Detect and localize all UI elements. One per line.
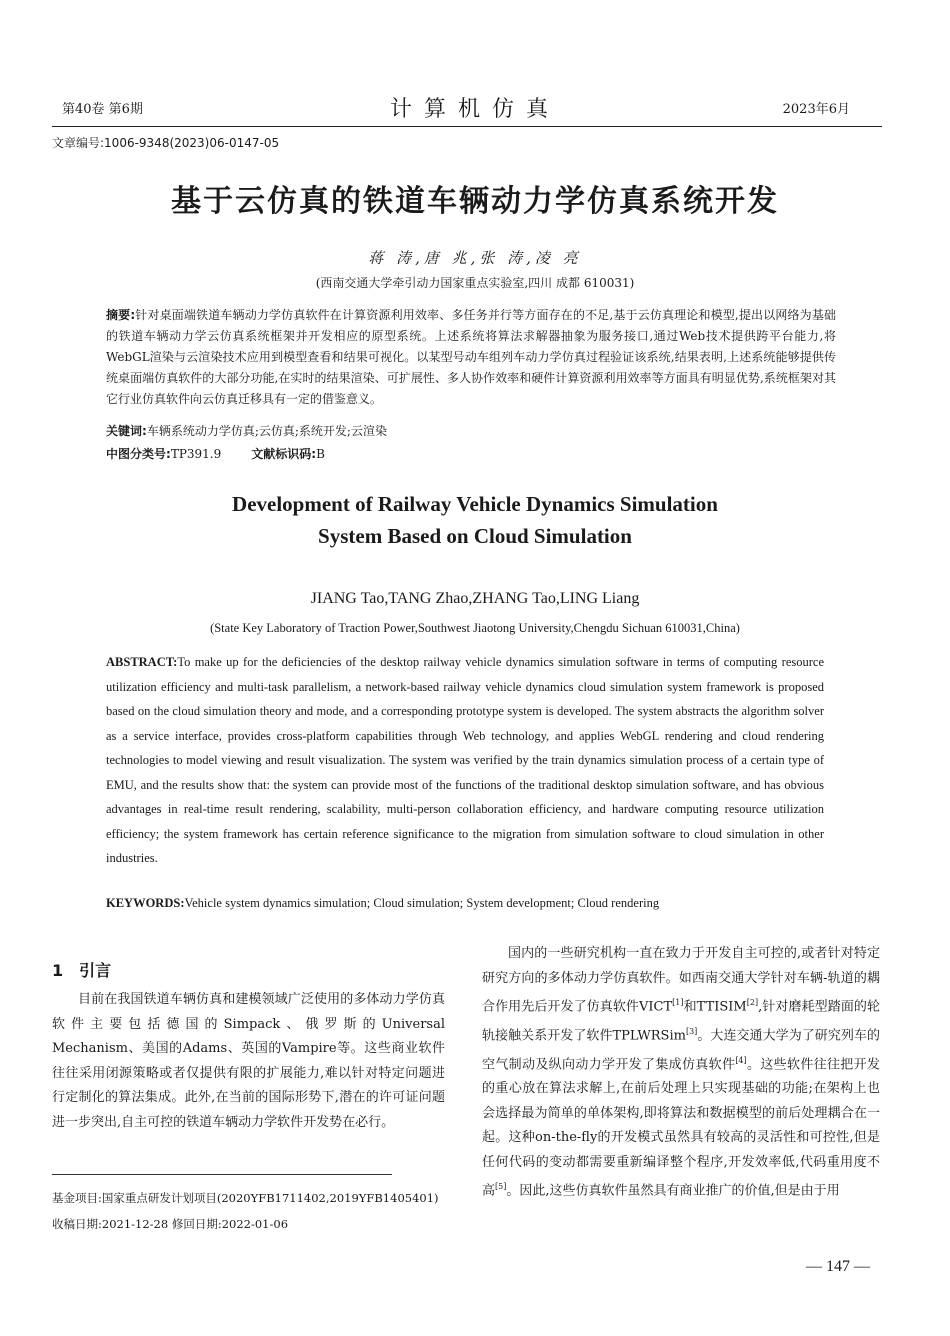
para2-text-e: 。这些软件往往把开发的重心放在算法求解上,在前后处理上只实现基础的功能;在架构上也会选择最为简单的单体架构,即将算法和数据模型的前后处理耦合在一起。这种on-the-fly的开发模式虽然具有较高的灵活性和可控性,但是任何代码的变动都需要重新编译整个程序,开发效率低,代码重用度不高 (482, 1056, 880, 1199)
right-column (482, 942, 880, 1204)
chinese-authors: 蒋 涛,唐 兆,张 涛,凌 亮 (368, 249, 582, 267)
doc-code-label: 文献标识码: (251, 447, 317, 461)
english-abstract-label: ABSTRACT: (106, 655, 178, 669)
journal-name: 计算机仿真 (389, 97, 560, 122)
para2-text-d: 。大连交通大学为了研究列车的空气制动及纵向动力学开发了集成仿真软件 (482, 1028, 880, 1072)
class-number-label: 中图分类号: (106, 447, 171, 461)
journal-volume-issue: 第40卷 第6期 (62, 102, 143, 117)
footnote-rule (52, 1174, 392, 1175)
para2-text-f: 。因此,这些仿真软件虽然具有商业推广的价值,但是由于用 (506, 1183, 840, 1199)
english-keywords (106, 896, 659, 911)
english-keywords-text: Vehicle system dynamics simulation; Cloud simulation; System development; Cloud rendering (184, 896, 660, 910)
section-number: 1 (52, 961, 64, 980)
class-number-value: TP391.9 (170, 447, 222, 461)
citation-1[interactable]: [1] (672, 998, 684, 1007)
intro-paragraph-2 (482, 942, 880, 1204)
chinese-abstract-label: 摘要: (106, 308, 136, 322)
citation-2[interactable]: [2] (746, 998, 759, 1007)
page-number: — 147 — (806, 1258, 870, 1275)
section-title: 引言 (79, 961, 112, 980)
journal-date: 2023年6月 (782, 102, 850, 117)
citation-3[interactable]: [3] (685, 1026, 698, 1036)
english-title-line-1: Development of Railway Vehicle Dynamics Simulation (232, 492, 718, 516)
chinese-abstract-text: 针对桌面端铁道车辆动力学仿真软件在计算资源利用效率、多任务并行等方面存在的不足,基于云仿真理论和模型,提出以网络为基础的铁道车辆动力学云仿真系统框架并开发相应的原型系统。上述系统将算法求解器抽象为服务接口,通过Web技术提供跨平台能力,将WebGL渲染与云渲染技术应用到模型查看和结果可视化。以某型号动车组列车动力学仿真过程验证该系统,结果表明,上述系统能够提供传统桌面端仿真软件的大部分功能,在实时的结果渲染、可扩展性、多人协作效率和硬件计算资源利用效率等方面具有明显优势,系统框架对其它行业仿真软件向云仿真迁移具有一定的借鉴意义。 (106, 308, 836, 406)
left-column (52, 988, 445, 1135)
classification-line (106, 445, 325, 462)
english-affiliation: (State Key Laboratory of Traction Power,Southwest Jiaotong University,Chengdu Sichuan 610031,China) (210, 621, 740, 635)
chinese-title: 基于云仿真的铁道车辆动力学仿真系统开发 (171, 184, 779, 219)
citation-5[interactable]: [5] (495, 1182, 507, 1192)
english-abstract-text: To make up for the deficiencies of the desktop railway vehicle dynamics simulation software in terms of computing resource utilization efficiency and multi-task parallelism, a network-based railway vehicle dynamics cloud simulation system framework is proposed based on the cloud simulation theory and mode, and a corresponding prototype system is developed. The system abstracts the algorithm solver as a service interface, provides cross-platform capabilities through Web technology, and applies WebGL rendering and cloud rendering technologies to model viewing and result visualization. The system was verified by the train dynamics simulation process of a certain type of EMU, and the results show that: the system can provide most of the functions of the traditional desktop simulation software, and has obvious advantages in real-time result rendering, scalability, multi-person collaboration efficiency, and hardware computing resource utilization efficiency; the system framework has certain reference significance to the migration from simulation software to cloud simulation in other industries. (106, 655, 824, 865)
intro-paragraph-1: 目前在我国铁道车辆仿真和建模领域广泛使用的多体动力学仿真软件主要包括德国的Simpack、俄罗斯的Universal Mechanism、美国的Adams、英国的Vampire等。这些商业软件往往采用闭源策略或者仅提供有限的扩展能力,难以针对特定问题进行定制化的算法集成。此外,在当前的国际形势下,潜在的许可证问题进一步突出,自主可控的铁道车辆动力学软件开发势在必行。 (52, 992, 445, 1130)
fund-note: 基金项目:国家重点研发计划项目(2020YFB1711402,2019YFB1405401) (52, 1191, 439, 1205)
chinese-keywords-text: 车辆系统动力学仿真;云仿真;系统开发;云渲染 (146, 424, 387, 438)
para2-text-c: ,针对磨耗型踏面的轮轨接触关系开发了软件TPLWRSim (482, 999, 880, 1044)
para2-text-a: 国内的一些研究机构一直在致力于开发自主可控的,或者针对特定研究方向的多体动力学仿真软件。如西南交通大学针对车辆-轨道的耦合作用先后开发了仿真软件VICT (482, 946, 880, 1015)
header-rule (52, 126, 882, 127)
chinese-abstract (106, 305, 836, 410)
english-authors: JIANG Tao,TANG Zhao,ZHANG Tao,LING Liang (310, 590, 640, 607)
chinese-keywords-label: 关键词: (106, 424, 147, 438)
english-keywords-label: KEYWORDS: (106, 896, 185, 910)
english-abstract (106, 650, 824, 871)
doc-code-value: B (316, 447, 325, 461)
para2-text-b: 和TTISIM (683, 999, 747, 1015)
citation-4[interactable]: [4] (735, 1055, 747, 1065)
article-number: 文章编号:1006-9348(2023)06-0147-05 (52, 136, 280, 150)
section-heading (52, 958, 111, 981)
chinese-affiliation: (西南交通大学牵引动力国家重点实验室,四川 成都 610031) (315, 276, 635, 290)
chinese-keywords (106, 422, 387, 439)
english-title-line-2: System Based on Cloud Simulation (318, 524, 632, 548)
english-title (0, 488, 950, 552)
received-dates: 收稿日期:2021-12-28 修回日期:2022-01-06 (52, 1217, 289, 1231)
